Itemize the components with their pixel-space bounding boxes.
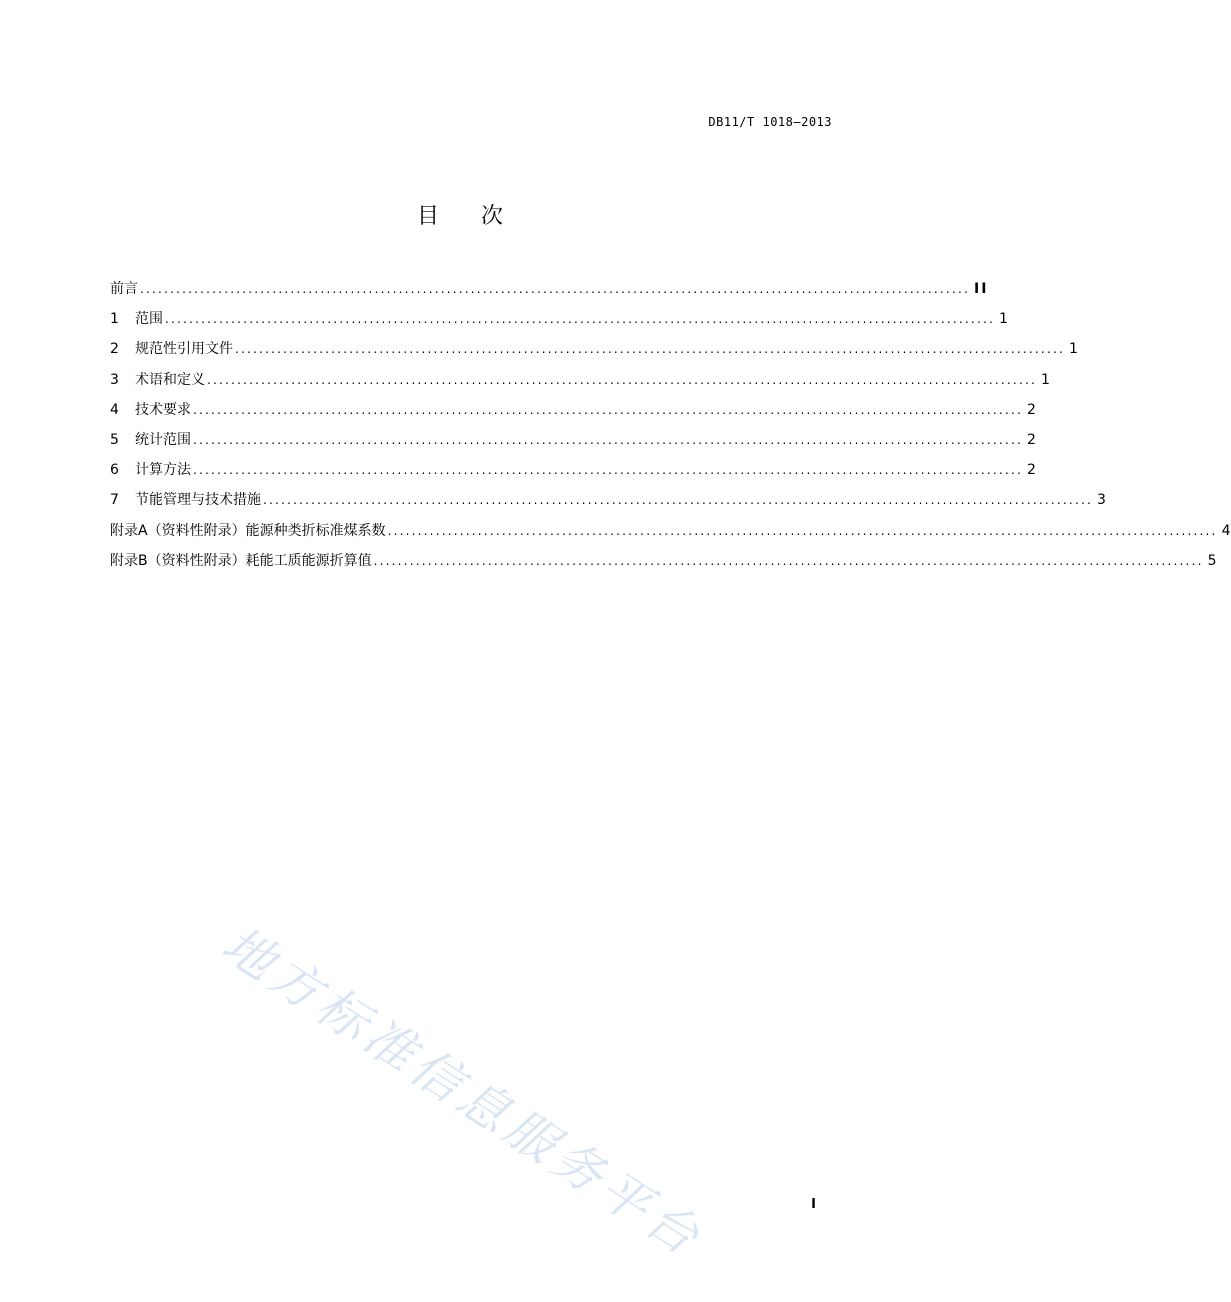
toc-entry-subtitle: 能源种类折标准煤系数 — [245, 522, 386, 539]
toc-entry-page: 1 — [1069, 341, 1078, 358]
toc-entry-number: 3 — [110, 371, 119, 388]
toc-entry-label: 术语和定义 — [135, 371, 205, 388]
toc-entry-label: 规范性引用文件 — [135, 341, 233, 358]
page-title-char-2: 次 — [481, 204, 504, 229]
toc-entry-page: 4 — [1221, 522, 1231, 539]
toc-entry-page: II — [974, 281, 989, 297]
toc-entry-number: 2 — [110, 341, 119, 358]
toc-entry-appendix-b[interactable] — [110, 550, 1217, 580]
toc-entry-label: 附录A（资料性附录） — [110, 522, 246, 539]
toc-entry-number: 7 — [110, 492, 119, 509]
toc-entry-page: 5 — [1207, 552, 1217, 569]
toc-entry-5[interactable] — [110, 429, 1036, 459]
toc-entry-label: 范围 — [135, 311, 163, 328]
page-title-char-1: 目 — [416, 204, 439, 229]
toc-entry-number: 5 — [110, 431, 119, 448]
page-title — [0, 200, 920, 234]
toc-entry-label: 计算方法 — [135, 462, 191, 479]
toc-entry-1[interactable] — [110, 308, 1008, 338]
toc-leader-dots: .......................................................................................................................................... — [140, 282, 970, 296]
toc-leader-dots: .......................................................................................................................................... — [387, 523, 1218, 538]
toc-entry-4[interactable] — [110, 399, 1036, 429]
toc-entry-3[interactable] — [110, 369, 1050, 399]
toc-entry-subtitle: 耗能工质能源折算值 — [245, 552, 372, 569]
toc-entry-number: 4 — [110, 401, 119, 418]
toc-entry-page: 2 — [1027, 462, 1036, 479]
toc-leader-dots: .......................................................................................................................................... — [373, 553, 1204, 568]
page-number: I — [811, 1197, 816, 1212]
toc-entry-label: 统计范围 — [135, 431, 191, 448]
toc-leader-dots: .......................................................................................................................................... — [165, 312, 995, 327]
toc-entry-number: 1 — [110, 311, 119, 328]
toc-entry-page: 3 — [1097, 492, 1106, 509]
toc-entry-page: 2 — [1027, 431, 1036, 448]
toc-leader-dots: .......................................................................................................................................... — [207, 372, 1037, 387]
toc-entry-preface[interactable] — [110, 278, 989, 308]
toc-entry-label: 附录B（资料性附录） — [110, 552, 246, 569]
table-of-contents — [110, 278, 1231, 580]
toc-leader-dots: .......................................................................................................................................... — [193, 402, 1023, 417]
toc-entry-page: 1 — [999, 311, 1008, 328]
toc-entry-6[interactable] — [110, 459, 1036, 489]
toc-entry-page: 1 — [1041, 371, 1050, 388]
toc-leader-dots: .......................................................................................................................................... — [193, 432, 1023, 447]
toc-entry-number: 6 — [110, 462, 119, 479]
toc-entry-appendix-a[interactable] — [110, 520, 1231, 550]
toc-entry-7[interactable] — [110, 489, 1106, 519]
toc-leader-dots: .......................................................................................................................................... — [193, 463, 1023, 478]
toc-entry-label: 节能管理与技术措施 — [135, 492, 261, 509]
toc-leader-dots: .......................................................................................................................................... — [235, 342, 1065, 357]
document-code: DB11/T 1018—2013 — [708, 115, 832, 129]
watermark: 地方标准信息服务平台 — [212, 915, 714, 1269]
toc-entry-label: 前言 — [110, 281, 138, 297]
toc-entry-2[interactable] — [110, 338, 1078, 368]
toc-entry-label: 技术要求 — [135, 401, 191, 418]
toc-entry-page: 2 — [1027, 401, 1036, 418]
toc-leader-dots: .......................................................................................................................................... — [263, 493, 1093, 508]
